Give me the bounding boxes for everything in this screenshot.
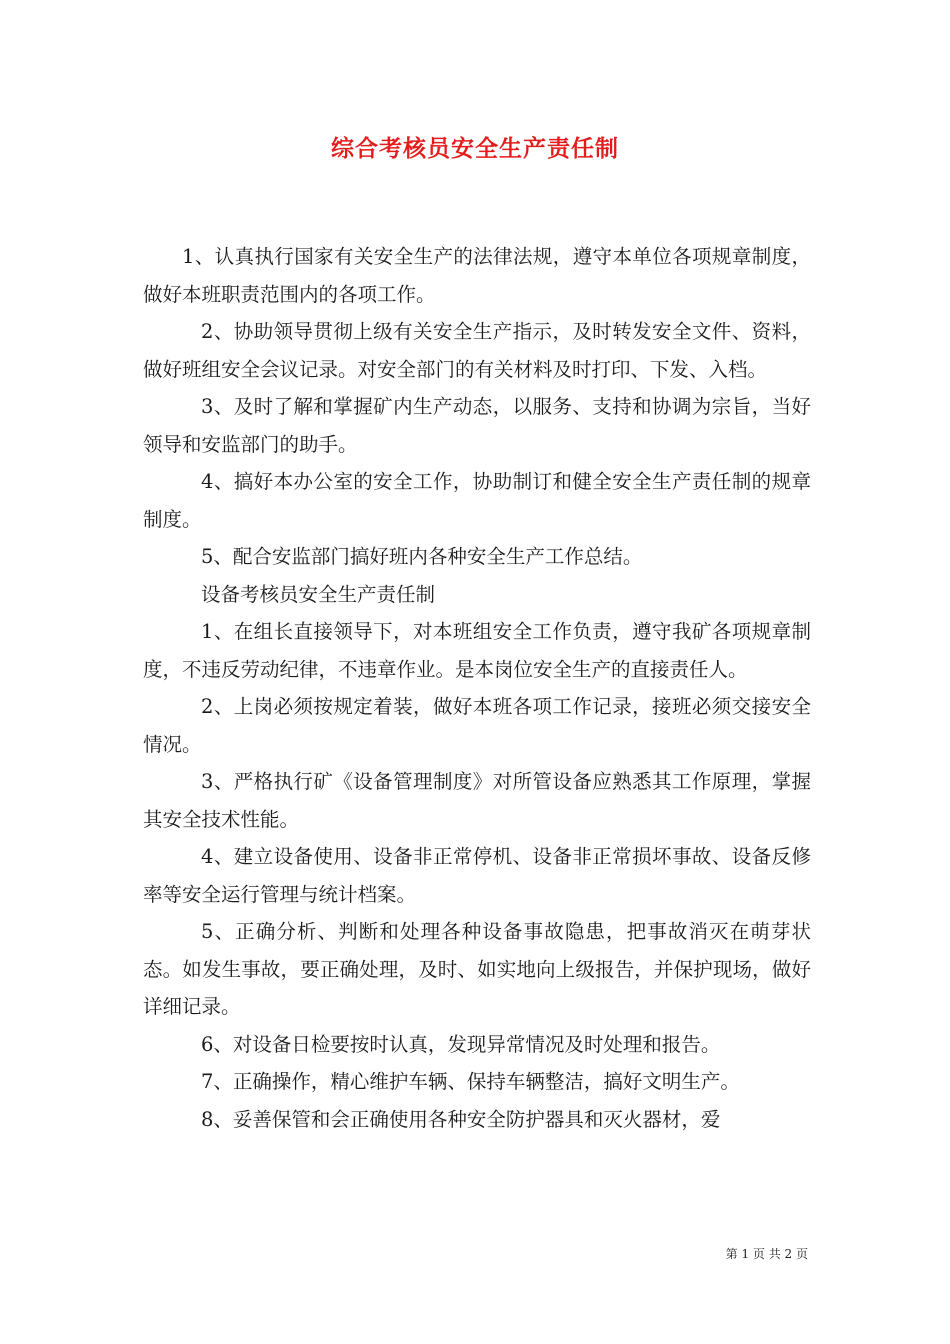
section-heading: 设备考核员安全生产责任制 bbox=[201, 582, 436, 606]
paragraph: 2、上岗必须按规定着装，做好本班各项工作记录，接班必须交接安全情况。 bbox=[143, 695, 811, 756]
document-title: 综合考核员安全生产责任制 bbox=[331, 135, 619, 162]
paragraph: 1、在组长直接领导下，对本班组安全工作负责，遵守我矿各项规章制度，不违反劳动纪律，不违章作业。是本岗位安全生产的直接责任人。 bbox=[143, 620, 811, 681]
paragraph: 2、协助领导贯彻上级有关安全生产指示，及时转发安全文件、资料，做好班组安全会议记录。对安全部门的有关材料及时打印、下发、入档。 bbox=[143, 320, 811, 381]
paragraph: 3、及时了解和掌握矿内生产动态，以服务、支持和协调为宗旨，当好领导和安监部门的助手。 bbox=[143, 395, 811, 456]
paragraph: 5、正确分析、判断和处理各种设备事故隐患，把事故消灭在萌芽状态。如发生事故，要正确处理，及时、如实地向上级报告，并保护现场，做好详细记录。 bbox=[143, 920, 811, 1018]
paragraph: 5、配合安监部门搞好班内各种安全生产工作总结。 bbox=[201, 545, 643, 568]
paragraph: 3、严格执行矿《设备管理制度》对所管设备应熟悉其工作原理，掌握其安全技术性能。 bbox=[143, 770, 811, 831]
paragraph: 7、正确操作，精心维护车辆、保持车辆整洁，搞好文明生产。 bbox=[201, 1070, 740, 1093]
paragraph: 8、妥善保管和会正确使用各种安全防护器具和灭火器材，爱 bbox=[201, 1107, 721, 1131]
paragraph: 4、搞好本办公室的安全工作，协助制订和健全安全生产责任制的规章制度。 bbox=[143, 470, 811, 531]
paragraph: 6、对设备日检要按时认真，发现异常情况及时处理和报告。 bbox=[201, 1032, 721, 1056]
page-number: 第 1 页 共 2 页 bbox=[725, 1247, 808, 1261]
document-body bbox=[143, 238, 811, 1138]
paragraph: 4、建立设备使用、设备非正常停机、设备非正常损坏事故、设备反修率等安全运行管理与统计档案。 bbox=[143, 845, 811, 906]
paragraph: 1、认真执行国家有关安全生产的法律法规，遵守本单位各项规章制度，做好本班职责范围内的各项工作。 bbox=[143, 245, 811, 306]
